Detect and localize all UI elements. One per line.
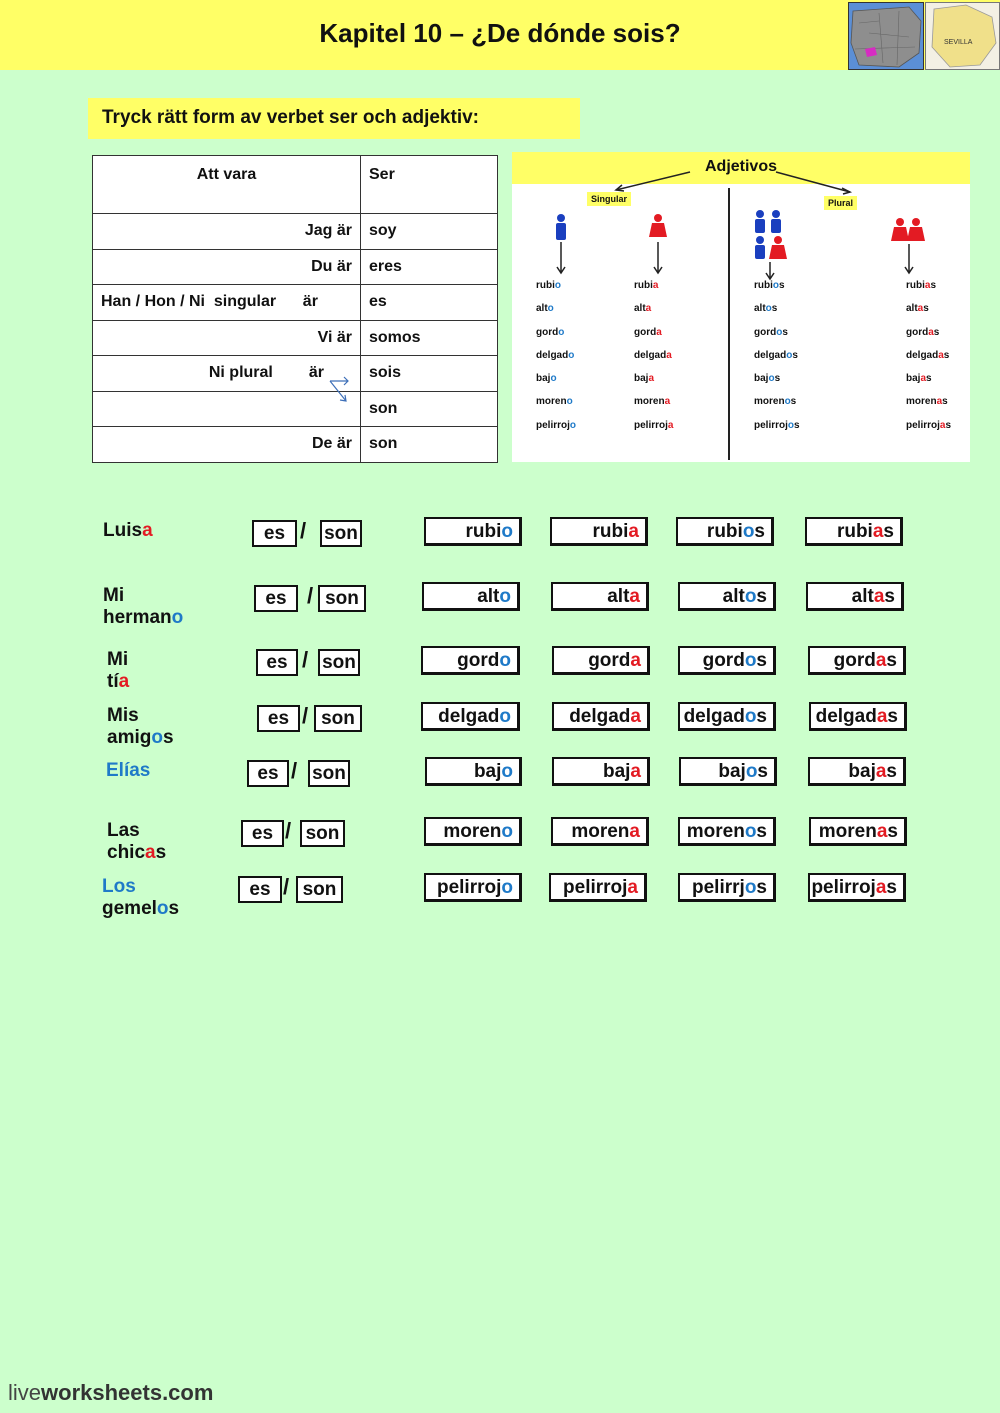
adjectives-divider xyxy=(728,188,730,460)
slash-separator: / xyxy=(285,818,292,843)
subject-label: Los gemelos xyxy=(102,876,180,919)
adjective-example: gordo xyxy=(536,326,565,338)
adjective-example: pelirrojas xyxy=(906,419,952,431)
adjective-example: gordas xyxy=(906,326,940,338)
verb-option-es[interactable]: es xyxy=(256,649,298,676)
footer-live: live xyxy=(8,1380,42,1405)
slash-separator: / xyxy=(307,583,314,608)
adjective-option[interactable]: pelirrjos xyxy=(678,873,776,902)
verb-option-es[interactable]: es xyxy=(254,585,298,612)
swedish-form xyxy=(93,391,361,427)
adjective-option[interactable]: delgado xyxy=(421,702,520,731)
adjective-option[interactable]: morenos xyxy=(678,817,776,846)
adjective-example: alto xyxy=(536,303,554,315)
female-figure-icon xyxy=(649,214,667,237)
slash-separator: / xyxy=(302,647,309,672)
spanish-form: es xyxy=(361,285,498,321)
adjective-example: pelirroja xyxy=(634,419,674,431)
spanish-form: soy xyxy=(361,214,498,250)
verb-option-es[interactable]: es xyxy=(252,520,297,547)
masc-plural-column xyxy=(754,280,800,443)
slash-separator: / xyxy=(291,758,298,783)
adjective-example: pelirrojo xyxy=(536,419,577,431)
adjective-option[interactable]: moreno xyxy=(424,817,522,846)
verb-option-son[interactable]: son xyxy=(320,520,362,547)
column-header: Ser xyxy=(361,156,498,214)
sevilla-map-image xyxy=(925,2,1000,70)
adjective-option[interactable]: gordos xyxy=(678,646,776,675)
adjective-option[interactable]: rubias xyxy=(805,517,903,546)
swedish-form: De är xyxy=(93,427,361,463)
column-header: Att vara xyxy=(93,156,361,214)
adjective-option[interactable]: pelirrojo xyxy=(424,873,522,902)
adjective-example: alta xyxy=(634,303,652,315)
adjective-example: morenas xyxy=(906,396,948,408)
swedish-form: Han / Hon / Ni singular är xyxy=(93,285,361,321)
adjective-example: bajos xyxy=(754,373,781,385)
swedish-form: Vi är xyxy=(93,320,361,356)
footer-worksheets: worksheets.com xyxy=(41,1380,214,1405)
adjective-example: gorda xyxy=(634,326,662,338)
adjective-example: baja xyxy=(634,373,655,385)
subject-label: Mi tía xyxy=(107,649,130,692)
adjective-example: bajo xyxy=(536,373,557,385)
subject-label: Las chicas xyxy=(107,820,167,863)
spain-map-image xyxy=(848,2,924,70)
adjective-option[interactable]: morena xyxy=(551,817,649,846)
adjective-example: rubio xyxy=(536,280,561,291)
adjective-example: moreno xyxy=(536,396,573,408)
conjugation-table xyxy=(92,155,498,463)
masc-singular-column xyxy=(536,280,576,443)
adjective-option[interactable]: delgadas xyxy=(809,702,907,731)
verb-option-son[interactable]: son xyxy=(314,705,362,732)
adjective-option[interactable]: rubia xyxy=(550,517,648,546)
adjective-option[interactable]: gordo xyxy=(421,646,520,675)
subject-label: Mi hermano xyxy=(103,585,184,628)
adjective-example: altas xyxy=(906,303,929,315)
adjective-example: morenos xyxy=(754,396,797,408)
swedish-form xyxy=(93,356,361,392)
arrow-icon xyxy=(328,373,352,407)
subject-label: Elías xyxy=(106,760,151,781)
spanish-form: somos xyxy=(361,320,498,356)
swedish-form: Du är xyxy=(93,249,361,285)
adjective-option[interactable]: delgados xyxy=(678,702,776,731)
adjective-example: delgado xyxy=(536,349,575,361)
adjective-option[interactable]: rubio xyxy=(424,517,522,546)
adjective-example: morena xyxy=(634,396,671,408)
swedish-form-ni: Ni plural xyxy=(208,364,273,382)
adjective-option[interactable]: bajo xyxy=(425,757,522,786)
swedish-form-verb: är xyxy=(308,364,324,382)
male-figure-icon xyxy=(556,214,566,240)
page-title: Kapitel 10 – ¿De dónde sois? xyxy=(319,18,681,48)
adjectives-figures xyxy=(512,152,970,462)
plural-tag: Plural xyxy=(824,196,857,210)
adjective-example: rubias xyxy=(906,280,937,291)
adjective-example: delgada xyxy=(634,349,672,361)
fem-plural-column xyxy=(906,280,951,443)
slash-separator: / xyxy=(302,703,309,728)
adjective-option[interactable]: morenas xyxy=(809,817,907,846)
adjective-option[interactable]: delgada xyxy=(552,702,650,731)
female-group-icon xyxy=(891,218,925,241)
adjective-option[interactable]: rubios xyxy=(676,517,774,546)
adjective-example: delgados xyxy=(754,349,798,361)
fem-singular-column xyxy=(634,280,673,443)
adjective-example: pelirrojos xyxy=(754,419,800,431)
verb-option-es[interactable]: es xyxy=(247,760,289,787)
footer-logo xyxy=(8,1380,213,1406)
male-group-icon xyxy=(755,210,787,259)
adjective-example: gordos xyxy=(754,326,788,338)
adjective-option[interactable]: altas xyxy=(806,582,904,611)
spanish-form: son xyxy=(361,391,498,427)
adjective-example: bajas xyxy=(906,373,932,385)
verb-option-son[interactable]: son xyxy=(296,876,343,903)
map-label: SEVILLA xyxy=(944,39,973,46)
subject-label: Mis amigos xyxy=(107,705,174,748)
adjectives-chart xyxy=(512,152,970,462)
adjective-example: rubia xyxy=(634,280,659,291)
verb-option-es[interactable]: es xyxy=(238,876,282,903)
adjective-option[interactable]: altos xyxy=(678,582,776,611)
adjective-option[interactable]: bajas xyxy=(808,757,906,786)
spanish-form: son xyxy=(361,427,498,463)
slash-separator: / xyxy=(300,518,307,543)
adjective-example: rubios xyxy=(754,280,785,291)
adjectives-title: Adjetivos xyxy=(704,158,777,175)
adjective-option[interactable]: alto xyxy=(422,582,520,611)
adjective-option[interactable]: gordas xyxy=(808,646,906,675)
adjective-option[interactable]: pelirrojas xyxy=(808,873,906,902)
slash-separator: / xyxy=(283,874,290,899)
subject-label: Luisa xyxy=(103,520,153,541)
verb-option-es[interactable]: es xyxy=(257,705,300,732)
adjective-option[interactable]: bajos xyxy=(679,757,777,786)
instruction-banner: Tryck rätt form av verbet ser och adjektiv: xyxy=(88,98,580,139)
spanish-form: sois xyxy=(361,356,498,392)
verb-option-es[interactable]: es xyxy=(241,820,284,847)
adjective-example: delgadas xyxy=(906,349,950,361)
swedish-form: Jag är xyxy=(93,214,361,250)
verb-option-son[interactable]: son xyxy=(308,760,350,787)
adjective-example: altos xyxy=(754,303,778,315)
verb-option-son[interactable]: son xyxy=(318,585,366,612)
adjective-option[interactable]: gorda xyxy=(552,646,650,675)
spanish-form: eres xyxy=(361,249,498,285)
adjective-option[interactable]: baja xyxy=(552,757,650,786)
verb-option-son[interactable]: son xyxy=(318,649,360,676)
adjective-option[interactable]: alta xyxy=(551,582,649,611)
adjective-option[interactable]: pelirroja xyxy=(549,873,647,902)
singular-tag: Singular xyxy=(587,192,631,206)
verb-option-son[interactable]: son xyxy=(300,820,345,847)
